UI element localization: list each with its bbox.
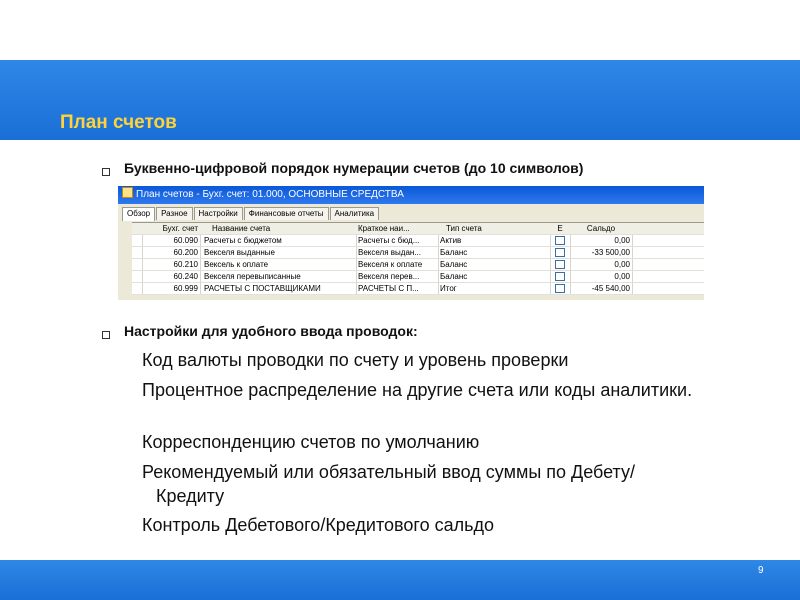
accounts-table [132, 222, 704, 295]
cell-name: Расчеты с бюджетом [204, 236, 282, 245]
window-title: План счетов - Бухг. счет: 01.000, ОСНОВНЫЕ СРЕДСТВА [136, 189, 404, 200]
window-title-bar [118, 186, 704, 204]
cell-short-name: Векселя перев... [358, 272, 420, 281]
cell-type: Баланс [440, 248, 468, 257]
bullet-icon [102, 331, 110, 339]
row-checkbox[interactable] [552, 235, 568, 246]
sub-item: Корреспонденцию счетов по умолчанию [142, 432, 480, 452]
row-checkbox[interactable] [552, 271, 568, 282]
cell-name: Векселя выданные [204, 248, 275, 257]
bullet-text: Буквенно-цифровой порядок нумерации счетов (до 10 символов) [124, 160, 584, 176]
cell-type: Итог [440, 284, 457, 293]
cell-balance: 0,00 [614, 260, 630, 269]
column-header[interactable]: Бухг. счет [162, 224, 198, 233]
column-header[interactable]: Сальдо [586, 224, 616, 233]
bullet-text: Настройки для удобного ввода проводок: [124, 323, 418, 339]
cell-account: 60.090 [173, 236, 198, 245]
row-checkbox[interactable] [552, 259, 568, 270]
cell-account: 60.210 [173, 260, 198, 269]
column-header[interactable]: Краткое наи... [358, 224, 410, 233]
column-header[interactable]: Е [557, 224, 563, 233]
tab-analytics[interactable]: Аналитика [330, 207, 380, 220]
cell-balance: 0,00 [614, 272, 630, 281]
accounts-window [118, 186, 704, 300]
table-row[interactable] [132, 247, 704, 259]
sub-item: Рекомендуемый или обязательный ввод суммы по Дебету/Кредиту [142, 462, 635, 506]
cell-short-name: Векселя выдан... [358, 248, 421, 257]
sub-item: Процентное распределение на другие счета или коды аналитики. [142, 380, 693, 400]
sub-item: Контроль Дебетового/Кредитового сальдо [142, 515, 494, 535]
cell-account: 60.200 [173, 248, 198, 257]
cell-short-name: Расчеты с бюд... [358, 236, 420, 245]
cell-short-name: РАСЧЕТЫ С П... [358, 284, 419, 293]
cell-type: Баланс [440, 272, 468, 281]
table-row[interactable] [132, 259, 704, 271]
cell-account: 60.999 [173, 284, 198, 293]
cell-name: Вексель к оплате [204, 260, 269, 269]
cell-balance: 0,00 [614, 236, 630, 245]
cell-account: 60.240 [173, 272, 198, 281]
table-header [132, 223, 704, 235]
footer-band [0, 560, 800, 600]
cell-short-name: Векселя к оплате [358, 260, 423, 269]
tab-settings[interactable]: Настройки [194, 207, 243, 220]
column-header[interactable]: Название счета [212, 224, 271, 233]
slide-title: План счетов [60, 112, 177, 133]
app-icon [122, 187, 133, 198]
column-header[interactable]: Тип счета [446, 224, 482, 233]
tab-misc[interactable]: Разное [156, 207, 192, 220]
page-number: 9 [758, 565, 764, 576]
row-checkbox[interactable] [552, 247, 568, 258]
tab-overview[interactable]: Обзор [122, 207, 155, 221]
tab-financial-reports[interactable]: Финансовые отчеты [244, 207, 329, 220]
cell-name: Векселя перевыписанные [204, 272, 301, 281]
cell-type: Баланс [440, 260, 468, 269]
cell-balance: -45 540,00 [591, 284, 630, 293]
table-row[interactable] [132, 271, 704, 283]
table-row[interactable] [132, 283, 704, 295]
tab-strip [122, 207, 380, 221]
sub-item: Код валюты проводки по счету и уровень проверки [142, 350, 569, 370]
cell-type: Актив [440, 236, 462, 245]
row-checkbox[interactable] [552, 283, 568, 294]
table-row[interactable] [132, 235, 704, 247]
cell-balance: -33 500,00 [591, 248, 630, 257]
bullet-icon [102, 168, 110, 176]
cell-name: РАСЧЕТЫ С ПОСТАВЩИКАМИ [204, 284, 321, 293]
